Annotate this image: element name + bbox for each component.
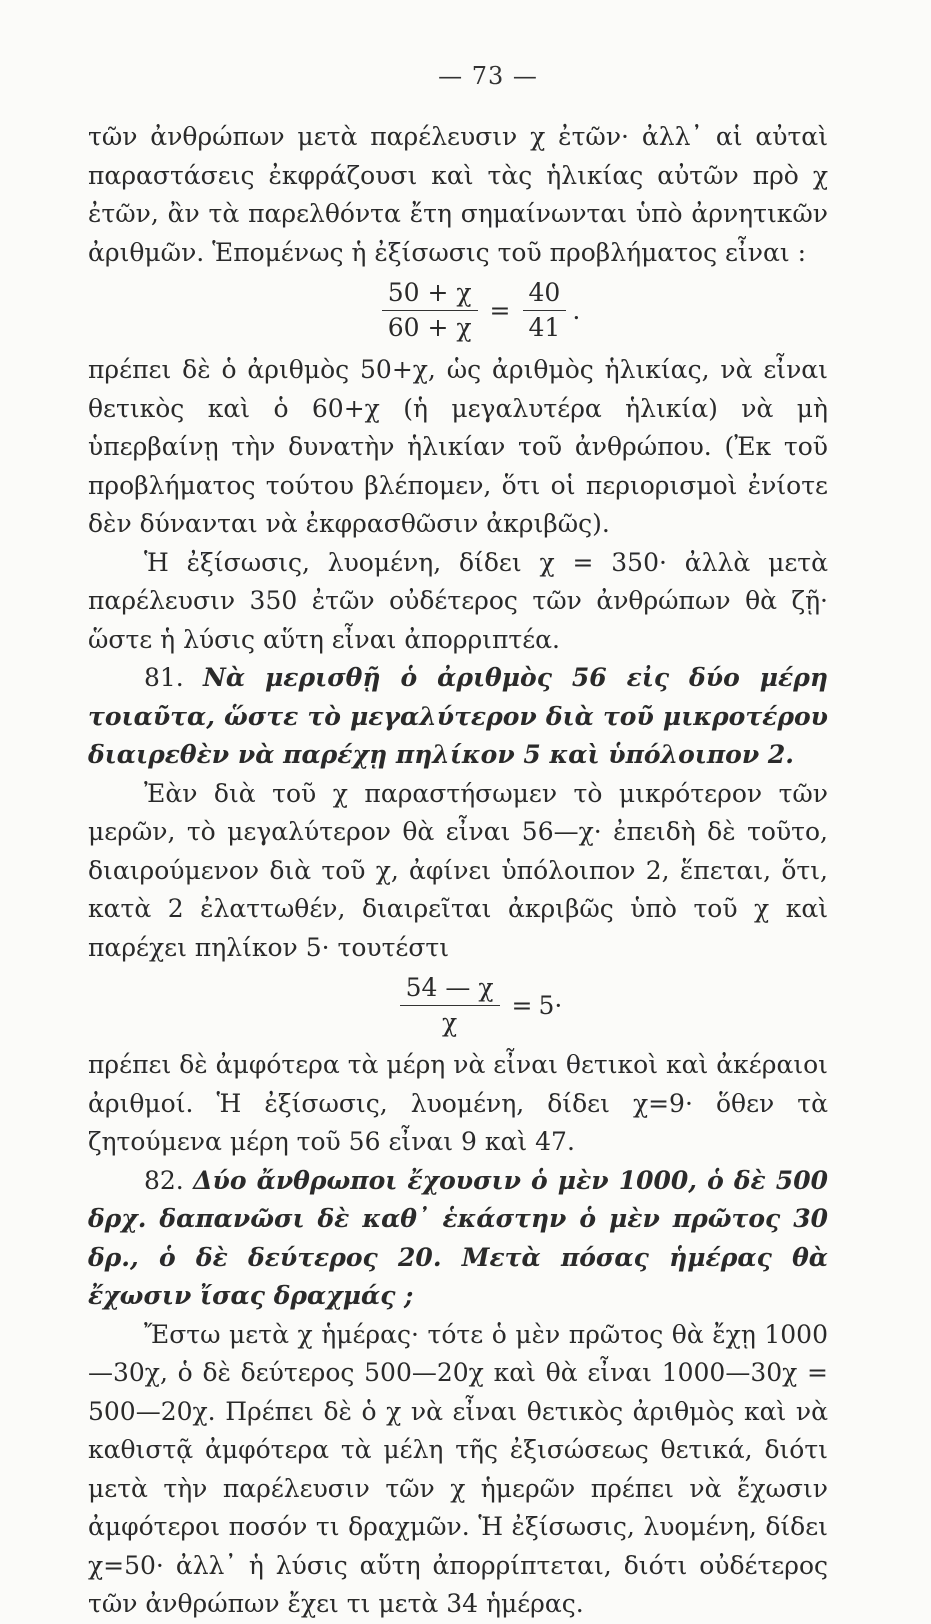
paragraph-solution-81: Ἐὰν διὰ τοῦ χ παραστήσωμεν τὸ μικρότερον τῶν μερῶν, τὸ μεγαλύτερον θὰ εἶναι 56—χ· ἐπειδὴ δὲ τοῦτο, διαιρούμενον διὰ τοῦ χ, ἀφίνει ὑπόλοιπον 2, ἕπεται, ὅτι, κατὰ 2 ἐλαττωθέν, διαιρεῖται ἀκριβῶς ὑπὸ τοῦ χ καὶ παρέχει πηλίκον 5· τουτέστι	[88, 778, 828, 962]
paragraph-continuation: τῶν ἀνθρώπων μετὰ παρέλευσιν χ ἐτῶν· ἀλλ᾽ αἱ αὐταὶ παραστάσεις ἐκφράζουσι καὶ τὰς ἡλικίας αὐτῶν πρὸ χ ἐτῶν, ἂν τὰ παρελθόντα ἔτη σημαίνωνται ὑπὸ ἀρνητικῶν ἀριθμῶν. Ἑπομένως ἡ ἐξίσωσις τοῦ προβλήματος εἶναι :	[88, 122, 828, 267]
page	[88, 62, 828, 1624]
problem-statement: Δύο ἄνθρωποι ἔχουσιν ὁ μὲν 1000, ὁ δὲ 500 δρχ. δαπανῶσι δὲ καθ᾽ ἑκάστην ὁ μὲν πρῶτος 30 δρ., ὁ δὲ δεύτερος 20. Μετὰ πόσας ἡμέρας θὰ ἔχωσιν ἴσας δραχμάς ;	[88, 1165, 828, 1310]
fraction-left	[400, 973, 500, 1038]
problem-number: 81.	[144, 663, 184, 692]
fraction-right	[523, 278, 567, 343]
problem-82	[88, 1162, 828, 1316]
problem-statement: Νὰ μερισθῇ ὁ ἀριθμὸς 56 εἰς δύο μέρη τοιαῦτα, ὥστε τὸ μεγαλύτερον διὰ τοῦ μικροτέρου διαιρεθὲν νὰ παρέχῃ πηλίκον 5 καὶ ὑπόλοιπον 2.	[88, 663, 829, 769]
equation-right-side: 5·	[538, 991, 563, 1020]
problem-81	[88, 659, 828, 775]
fraction-numerator: 40	[523, 278, 567, 311]
fraction-denominator: 41	[528, 313, 561, 342]
page-number: — 73 —	[438, 62, 538, 90]
fraction-denominator: 60 + χ	[387, 313, 472, 342]
paragraph-result-81: πρέπει δὲ ἀμφότερα τὰ μέρη νὰ εἶναι θετικοὶ καὶ ἀκέραιοι ἀριθμοί. Ἡ ἐξίσωσις, λυομένη, δίδει χ=9· ὅθεν τὰ ζητούμενα μέρη τοῦ 56 εἶναι 9 καὶ 47.	[88, 1050, 828, 1156]
equation-1	[88, 278, 828, 343]
equals-sign: =	[489, 296, 511, 325]
equals-sign: =	[511, 991, 533, 1020]
paragraph-solution-80: Ἡ ἐξίσωσις, λυομένη, δίδει χ = 350· ἀλλὰ μετὰ παρέλευσιν 350 ἐτῶν οὐδέτερος τῶν ἀνθρώπων θὰ ζῇ· ὥστε ἡ λύσις αὕτη εἶναι ἀπορριπτέα.	[88, 547, 828, 654]
fraction-left	[382, 278, 478, 343]
equation-2	[88, 973, 828, 1038]
fraction-numerator: 54 — χ	[400, 973, 500, 1006]
paragraph-solution-82: Ἔστω μετὰ χ ἡμέρας· τότε ὁ μὲν πρῶτος θὰ ἔχῃ 1000—30χ, ὁ δὲ δεύτερος 500—20χ καὶ θὰ εἶναι 1000—30χ = 500—20χ. Πρέπει δὲ ὁ χ νὰ εἶναι θετικὸς ἀριθμὸς καὶ νὰ καθιστᾷ ἀμφότερα τὰ μέλη τῆς ἐξισώσεως θετικά, διότι μετὰ τὴν παρέλευσιν τῶν χ ἡμερῶν πρέπει νὰ ἔχωσιν ἀμφότεροι ποσόν τι δραχμῶν. Ἡ ἐξίσωσις, λυομένη, δίδει χ=50· ἀλλ᾽ ἡ λύσις αὕτη ἀπορρίπτεται, διότι οὐδέτερος τῶν ἀνθρώπων ἔχει τι μετὰ 34 ἡμέρας.	[88, 1319, 828, 1618]
problem-number: 82.	[144, 1165, 184, 1195]
equation-period: .	[572, 296, 581, 325]
fraction-numerator: 50 + χ	[382, 278, 478, 311]
fraction-denominator: χ	[442, 1008, 458, 1037]
paragraph-constraints: πρέπει δὲ ὁ ἀριθμὸς 50+χ, ὡς ἀριθμὸς ἡλικίας, νὰ εἶναι θετικὸς καὶ ὁ 60+χ (ἡ μεγαλυτέρα ἡλικία) νὰ μὴ ὑπερβαίνῃ τὴν δυνατὴν ἡλικίαν τοῦ ἀνθρώπου. (Ἐκ τοῦ προβλήματος τούτου βλέπομεν, ὅτι οἱ περιορισμοὶ ἐνίοτε δὲν δύνανται νὰ ἐκφρασθῶσιν ἀκριβῶς).	[88, 355, 828, 538]
